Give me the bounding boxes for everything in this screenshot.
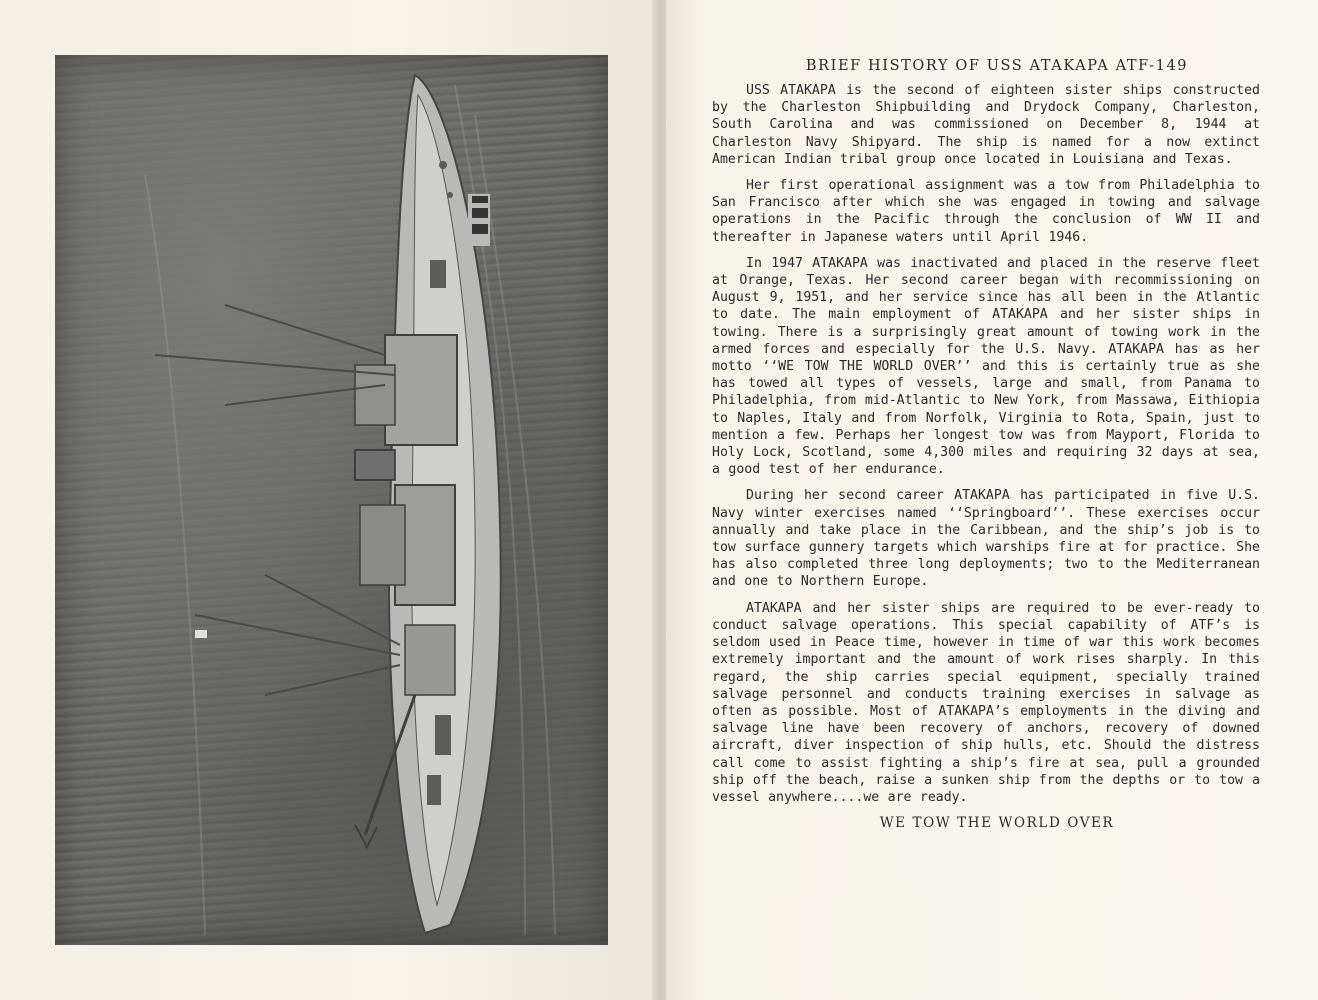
- paragraph-2: Her first operational assignment was a tow from Philadelphia to San Francisco after which she was engaged in towing and salvage operations in the Pacific through the conclusion of WW II and thereafter in Japanese waters until April 1946.: [712, 178, 1260, 245]
- hull-number: [468, 194, 490, 246]
- ship-photograph: [55, 55, 608, 945]
- ship-illustration: [55, 55, 608, 945]
- left-page: [0, 0, 658, 1000]
- page-title: BRIEF HISTORY OF USS ATAKAPA ATF-149: [805, 58, 1189, 74]
- history-text-column: [712, 52, 1260, 831]
- paragraph-4: During her second career ATAKAPA has participated in five U.S. Navy winter exercises named ‘‘Springboard’’. These exercises occur annually and take place in the Caribbean, and the ship’s job is to tow surface gunnery targets which warships fire at for practice. She has also completed three long deployments; two to the Mediterranean and one to Northern Europe.: [712, 488, 1260, 590]
- paragraph-5: ATAKAPA and her sister ships are required to be ever-ready to conduct salvage operations. This special capability of ATF’s is seldom used in Peace time, however in time of war this work becomes extremely important and the amount of work rises sharply. In this regard, the ship carries special equipment, specially trained salvage personnel and conducts training exercises in salvage as often as possible. Most of ATAKAPA’s employments in the diving and salvage line have been recovery of anchors, recovery of downed aircraft, diver inspection of ship hulls, etc. Should the distress call come to assist fighting a ship’s fire at sea, pull a grounded ship off the beach, raise a sunken ship from the depths or to tow a vessel anywhere....we are ready.: [712, 600, 1260, 805]
- motto-closing: WE TOW THE WORLD OVER: [879, 815, 1115, 832]
- paragraph-1: USS ATAKAPA is the second of eighteen sister ships constructed by the Charleston Shipbuilding and Drydock Company, Charleston, South Carolina and was commissioned on December 8, 1944 at Charleston Navy Shipyard. The ship is named for a now extinct American Indian tribal group once located in Louisiana and Texas.: [712, 83, 1260, 167]
- paragraph-3: In 1947 ATAKAPA was inactivated and placed in the reserve fleet at Orange, Texas. Her second career began with recommissioning on August 9, 1951, and her service since has all been in the Atlantic to date. The main employment of ATAKAPA and her sister ships in towing. There is a surprisingly great amount of towing work in the armed forces and especially for the U.S. Navy. ATAKAPA has as her motto ‘‘WE TOW THE WORLD OVER’’ and this is certainly true as she has towed all types of vessels, large and small, from Panama to Philadelphia, from mid-Atlantic to New York, from Massawa, Eithiopia to Naples, Italy and from Norfolk, Virginia to Rota, Spain, just to mention a few. Perhaps her longest tow was from Mayport, Florida to Holy Lock, Scotland, some 4,300 miles and requiring 32 days at sea, a good test of her endurance.: [712, 255, 1260, 478]
